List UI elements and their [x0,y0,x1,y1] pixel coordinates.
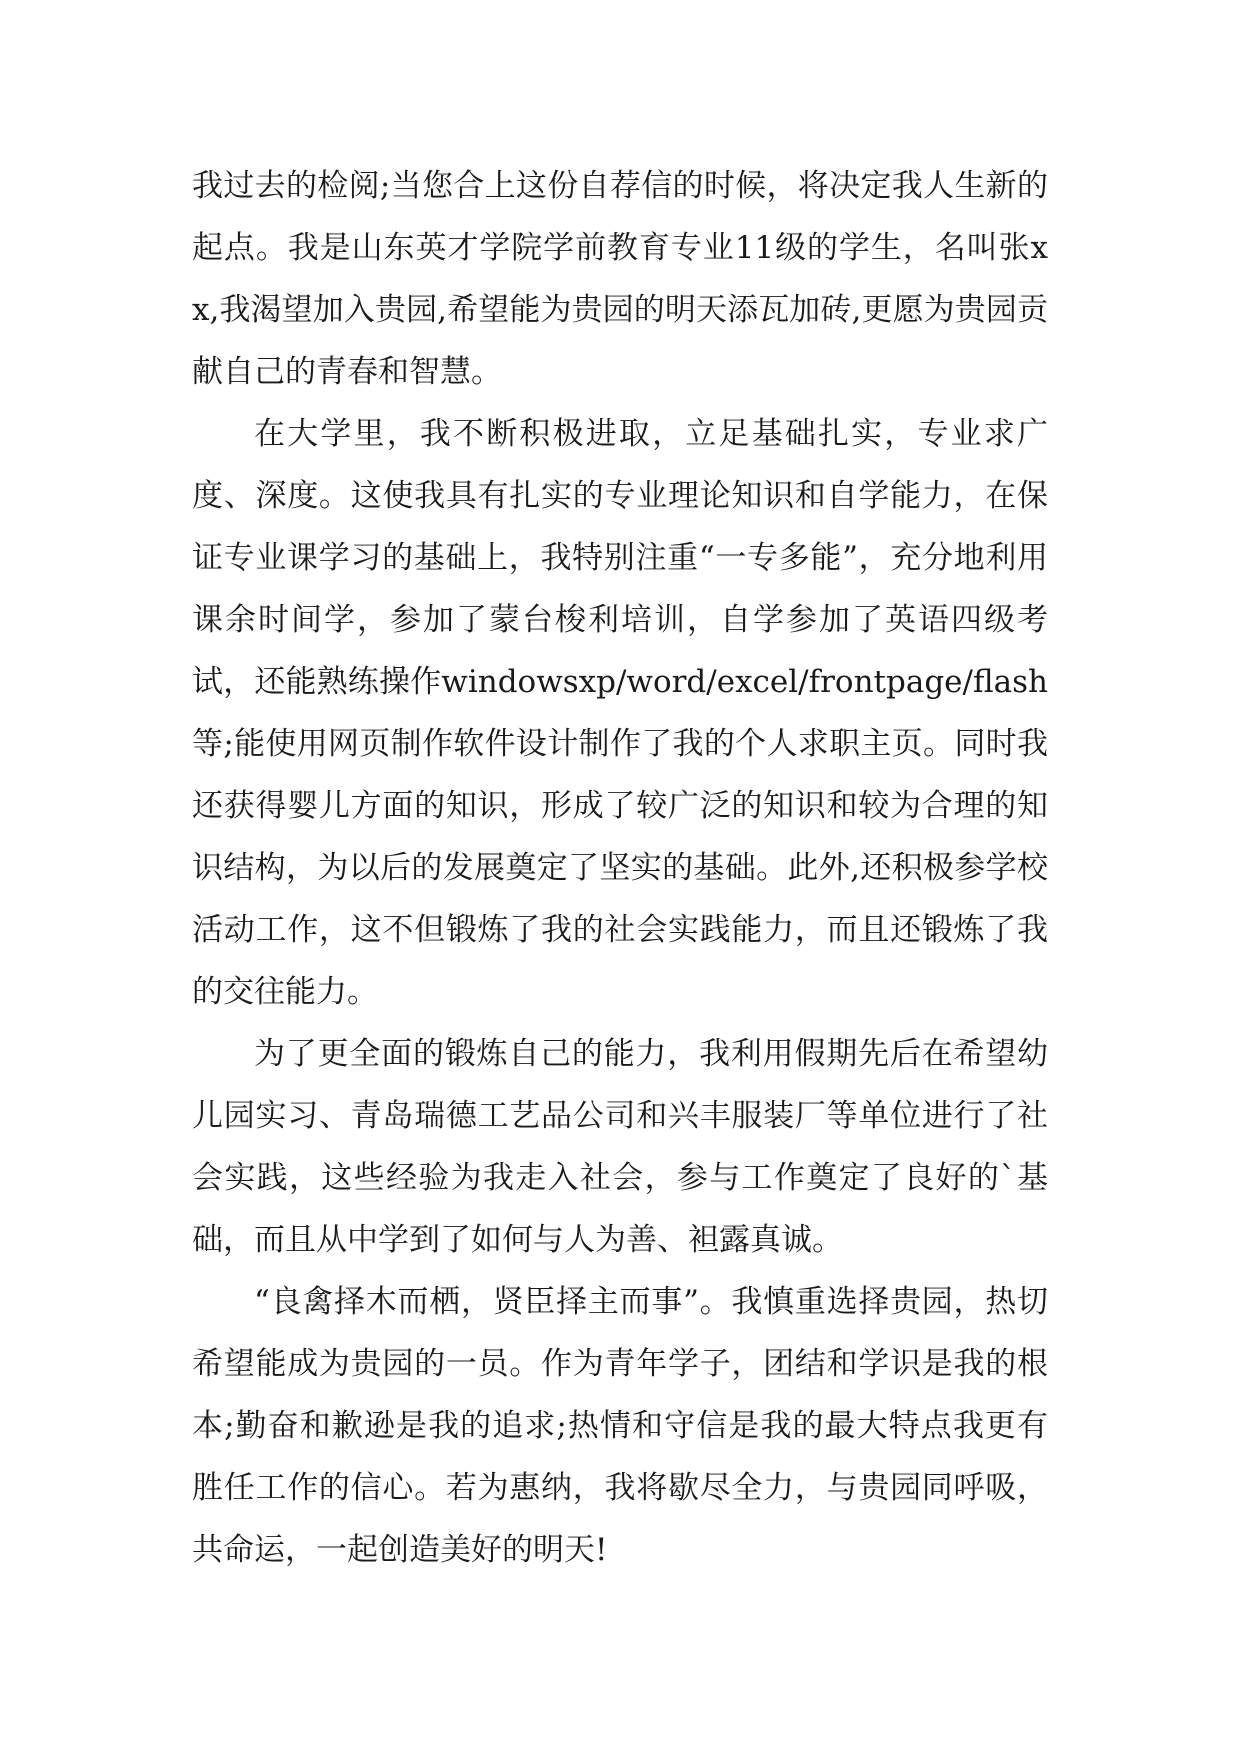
paragraph-practice: 为了更全面的锻炼自己的能力，我利用假期先后在希望幼儿园实习、青岛瑞德工艺品公司和兴丰服装厂等单位进行了社会实践，这些经验为我走入社会，参与工作奠定了良好的`基础，而且从中学到了如何与人为善、袒露真诚。 [192,1036,1048,1258]
paragraph-university: 在大学里，我不断积极进取，立足基础扎实，专业求广度、深度。这使我具有扎实的专业理论知识和自学能力，在保证专业课学习的基础上，我特别注重“一专多能”，充分地利用课余时间学，参加了蒙台梭利培训，自学参加了英语四级考试，还能熟练操作windowsxp/word/excel/frontpage/flash等;能使用网页制作软件设计制作了我的个人求职主页。同时我还获得婴儿方面的知识，形成了较广泛的知识和较为合理的知识结构，为以后的发展奠定了坚实的基础。此外,还积极参学校活动工作，这不但锻炼了我的社会实践能力，而且还锻炼了我的交往能力。 [192,416,1048,1010]
paragraph-closing: “良禽择木而栖，贤臣择主而事”。我慎重选择贵园，热切希望能成为贵园的一员。作为青年学子，团结和学识是我的根本;勤奋和歉逊是我的追求;热情和守信是我的最大特点我更有胜任工作的信心。若为惠纳，我将歇尽全力，与贵园同呼吸，共命运，一起创造美好的明天! [192,1284,1048,1568]
letter-body [192,155,1048,1581]
paragraph-continuation: 我过去的检阅;当您合上这份自荐信的时候，将决定我人生新的起点。我是山东英才学院学前教育专业11级的学生，名叫张xx,我渴望加入贵园,希望能为贵园的明天添瓦加砖,更愿为贵园贡献自己的青春和智慧。 [192,168,1048,390]
